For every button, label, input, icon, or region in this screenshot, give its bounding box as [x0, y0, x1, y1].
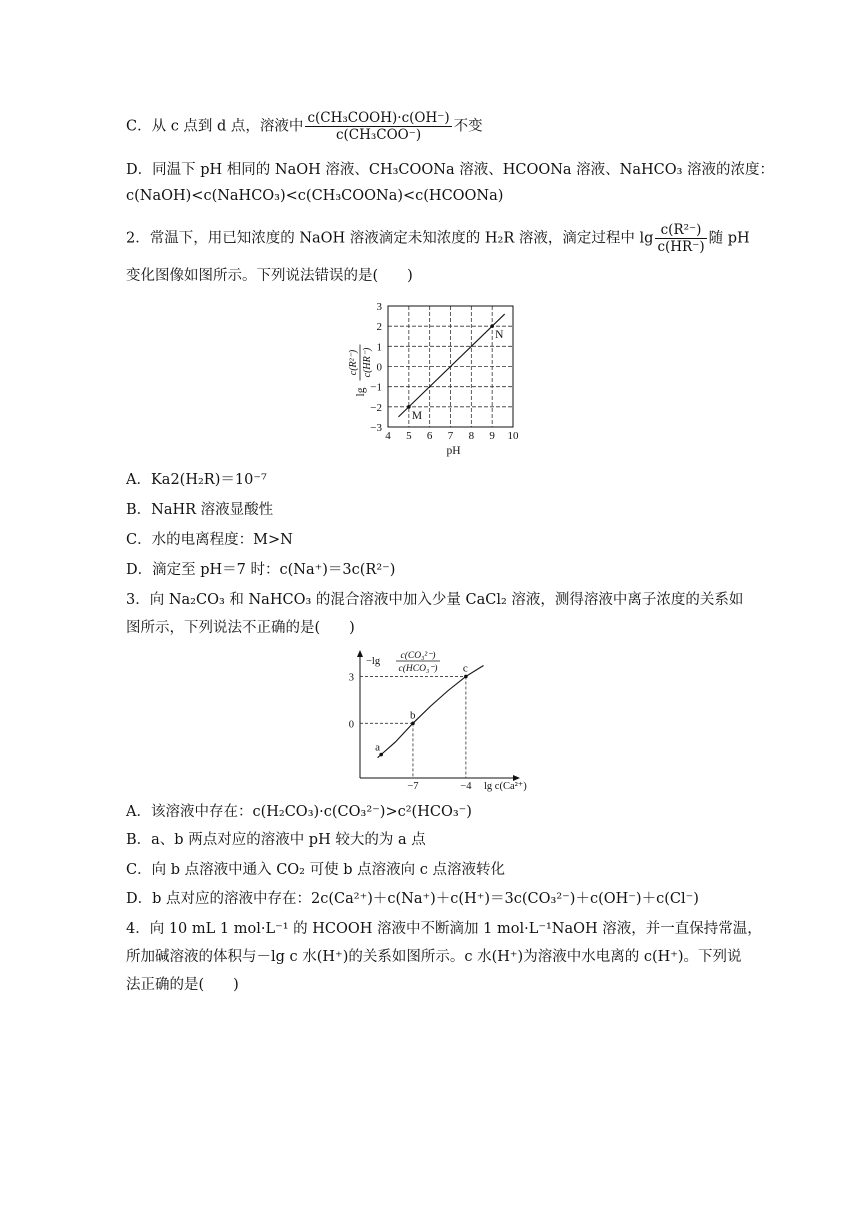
y-tick-label: 0 — [376, 361, 382, 374]
y-tick-label: 1 — [376, 341, 382, 354]
data-point-M — [407, 405, 411, 409]
x-tick-label: 5 — [406, 430, 412, 442]
data-point-N — [490, 324, 494, 328]
q3-option-b: B．a、b 两点对应的溶液中 pH 较大的为 a 点 — [126, 832, 426, 848]
y-tick-label: −2 — [370, 401, 382, 414]
q2-stem-line2: 变化图像如图所示。下列说法错误的是( ) — [126, 268, 413, 284]
y-axis-label-prefix: −lg — [366, 656, 381, 667]
q2-option-c: C．水的电离程度：M>N — [126, 532, 293, 548]
y-axis-arrow — [357, 650, 363, 657]
q4-line3: 法正确的是( ) — [126, 977, 239, 993]
x-axis-label: pH — [446, 445, 461, 457]
fraction-denominator: c(CH₃COO⁻) — [335, 127, 422, 143]
y-tick-label: 0 — [348, 719, 354, 731]
y-axis-label-den: c(HR⁻) — [362, 347, 373, 378]
q2-chart — [330, 296, 530, 462]
x-axis-label: lg c(Ca²⁺) — [484, 781, 527, 792]
fraction-denominator: c(HR⁻) — [657, 239, 705, 255]
q4-line2: 所加碱溶液的体积与－lg c 水(H⁺)的关系如图所示。c 水(H⁺)为溶液中水电离的 c(H⁺)。下列说 — [126, 949, 742, 965]
data-point-b — [411, 722, 415, 726]
y-tick-label: −1 — [370, 381, 382, 394]
q2-stem-text: 2．常温下，用已知浓度的 NaOH 溶液滴定未知浓度的 H₂R 溶液，滴定过程中 lg — [126, 230, 654, 247]
q2-stem-suffix: 随 pH — [708, 230, 750, 247]
point-label-b: b — [409, 709, 416, 722]
data-point-c — [464, 675, 468, 679]
y-axis-label-num: c(R²⁻) — [348, 349, 359, 376]
q3-stem-line2: 图所示，下列说法不正确的是( ) — [126, 620, 355, 636]
x-tick-label: 6 — [426, 430, 433, 442]
fraction-numerator: c(CH₃COOH)·c(OH⁻) — [307, 110, 450, 126]
q2-option-d: D．滴定至 pH＝7 时：c(Na⁺)＝3c(R²⁻) — [126, 562, 396, 578]
y-tick-label: 3 — [348, 672, 354, 684]
x-tick-label: 7 — [447, 430, 454, 442]
series-line — [398, 314, 504, 417]
x-tick-label: 4 — [385, 430, 391, 442]
y-axis-label-den: c(HCO₃⁻) — [398, 664, 438, 674]
q1-option-c-text: C．从 c 点到 d 点，溶液中 — [126, 118, 304, 135]
x-tick-label: 8 — [468, 430, 475, 442]
point-label-M: M — [411, 409, 423, 422]
x-tick-label: −7 — [407, 781, 419, 792]
point-label-N: N — [495, 329, 504, 342]
q3-chart — [340, 646, 527, 794]
point-label-a: a — [375, 741, 381, 754]
point-label-c: c — [462, 662, 468, 675]
y-axis-label-num: c(CO₃²⁻) — [400, 651, 436, 661]
y-tick-label: −3 — [370, 422, 382, 434]
x-tick-label: 9 — [489, 430, 495, 442]
q1-option-c-fraction — [305, 110, 451, 143]
fraction-numerator: c(R²⁻) — [655, 222, 706, 239]
q2-option-a: A．Ka2(H₂R)＝10⁻⁷ — [126, 472, 267, 488]
y-axis-label-lg: lg — [355, 387, 367, 397]
y-tick-label: 3 — [376, 301, 382, 313]
y-tick-label: 2 — [376, 321, 382, 334]
x-tick-label: 10 — [507, 430, 519, 442]
q1-option-d-line2: c(NaOH)<c(NaHCO₃)<c(CH₃COONa)<c(HCOONa) — [126, 188, 504, 204]
q2-stem-fraction — [655, 222, 706, 255]
q1-option-d-line1: D．同温下 pH 相同的 NaOH 溶液、CH₃COONa 溶液、HCOONa 溶液、NaHCO₃ 溶液的浓度： — [126, 162, 775, 178]
q3-stem-line1: 3．向 Na₂CO₃ 和 NaHCO₃ 的混合溶液中加入少量 CaCl₂ 溶液，测得溶液中离子浓度的关系如 — [126, 592, 744, 608]
q4-line1: 4．向 10 mL 1 mol·L⁻¹ 的 HCOOH 溶液中不断滴加 1 mol·L⁻¹NaOH 溶液，并一直保持常温， — [126, 921, 762, 937]
q2-stem-line1 — [126, 222, 750, 255]
q3-option-a: A．该溶液中存在：c(H₂CO₃)·c(CO₃²⁻)>c²(HCO₃⁻) — [126, 804, 472, 820]
x-tick-label: −4 — [460, 781, 472, 792]
q2-option-b: B．NaHR 溶液显酸性 — [126, 502, 274, 518]
q1-option-c-suffix: 不变 — [453, 118, 483, 135]
series-curve — [378, 666, 484, 758]
q3-option-d: D．b 点对应的溶液中存在：2c(Ca²⁺)＋c(Na⁺)＋c(H⁺)＝3c(CO₃²⁻)＋c(OH⁻)＋c(Cl⁻) — [126, 891, 699, 907]
q1-option-c — [126, 110, 483, 143]
q3-option-c: C．向 b 点溶液中通入 CO₂ 可使 b 点溶液向 c 点溶液转化 — [126, 862, 505, 878]
y-axis-label — [348, 345, 373, 397]
